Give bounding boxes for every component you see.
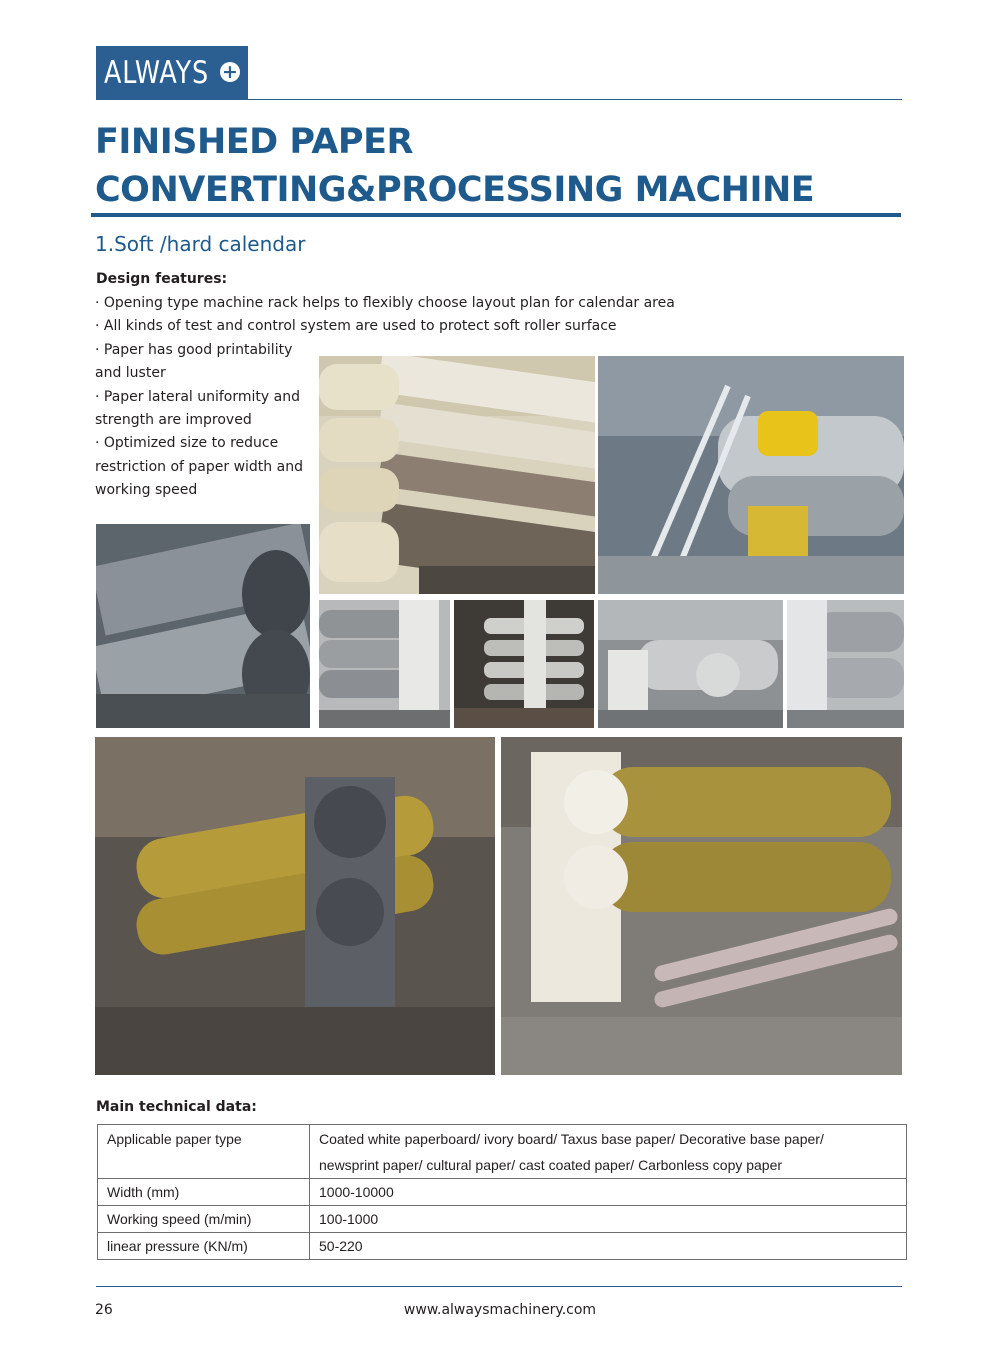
technical-data-table xyxy=(97,1124,907,1260)
plus-icon: + xyxy=(220,62,240,82)
small-calender-photo-4 xyxy=(787,600,904,728)
table-cell-value: 100-1000 xyxy=(310,1206,907,1233)
feature-line: working speed xyxy=(95,482,198,498)
website-url[interactable]: www.alwaysmachinery.com xyxy=(403,1302,597,1318)
table-cell-value xyxy=(310,1125,907,1179)
paper-type-line-2: newsprint paper/ cultural paper/ cast coated paper/ Carbonless copy paper xyxy=(319,1157,783,1173)
page-number: 26 xyxy=(95,1302,113,1318)
paper-type-line-1: Coated white paperboard/ ivory board/ Taxus base paper/ Decorative base paper/ xyxy=(319,1131,824,1147)
gold-rolls-white-frame-photo xyxy=(501,737,902,1075)
feature-line: restriction of paper width and xyxy=(95,459,303,475)
table-cell-label: Applicable paper type xyxy=(98,1125,310,1179)
table-cell-value: 50-220 xyxy=(310,1233,907,1260)
table-row xyxy=(98,1179,907,1206)
design-features-heading: Design features: xyxy=(96,271,228,287)
table-cell-label: Working speed (m/min) xyxy=(98,1206,310,1233)
page-title-line-2: CONVERTING&PROCESSING MACHINE xyxy=(95,170,815,210)
feature-line: · Optimized size to reduce xyxy=(95,435,279,451)
header-divider xyxy=(96,99,902,100)
feature-line: · Paper lateral uniformity and xyxy=(95,389,300,405)
yellow-rolls-workshop-photo xyxy=(95,737,495,1075)
page-title xyxy=(95,118,814,214)
table-cell-value: 1000-10000 xyxy=(310,1179,907,1206)
feature-line: · Paper has good printability xyxy=(95,342,293,358)
technical-data-heading: Main technical data: xyxy=(96,1099,257,1115)
footer-divider xyxy=(96,1286,902,1287)
page-title-line-1: FINISHED PAPER xyxy=(95,122,413,162)
calender-rolls-photo xyxy=(319,356,595,594)
small-calender-photo-3 xyxy=(598,600,783,728)
section-title: 1.Soft /hard calendar xyxy=(95,232,306,256)
table-row xyxy=(98,1125,907,1179)
roll-closeup-photo xyxy=(96,524,310,728)
feature-line: · All kinds of test and control system are used to protect soft roller surface xyxy=(95,318,617,334)
small-calender-photo-1 xyxy=(319,600,450,728)
table-row xyxy=(98,1206,907,1233)
brand-logo xyxy=(96,46,248,99)
small-calender-photo-2 xyxy=(454,600,594,728)
feature-line: strength are improved xyxy=(95,412,252,428)
table-cell-label: linear pressure (KN/m) xyxy=(98,1233,310,1260)
title-underline xyxy=(91,213,901,217)
table-cell-label: Width (mm) xyxy=(98,1179,310,1206)
feature-line: · Opening type machine rack helps to flexibly choose layout plan for calendar area xyxy=(95,295,675,311)
feature-line: and luster xyxy=(95,365,166,381)
logo-text: ALWAYS xyxy=(104,54,209,91)
calender-stairs-photo xyxy=(598,356,904,594)
table-row xyxy=(98,1233,907,1260)
